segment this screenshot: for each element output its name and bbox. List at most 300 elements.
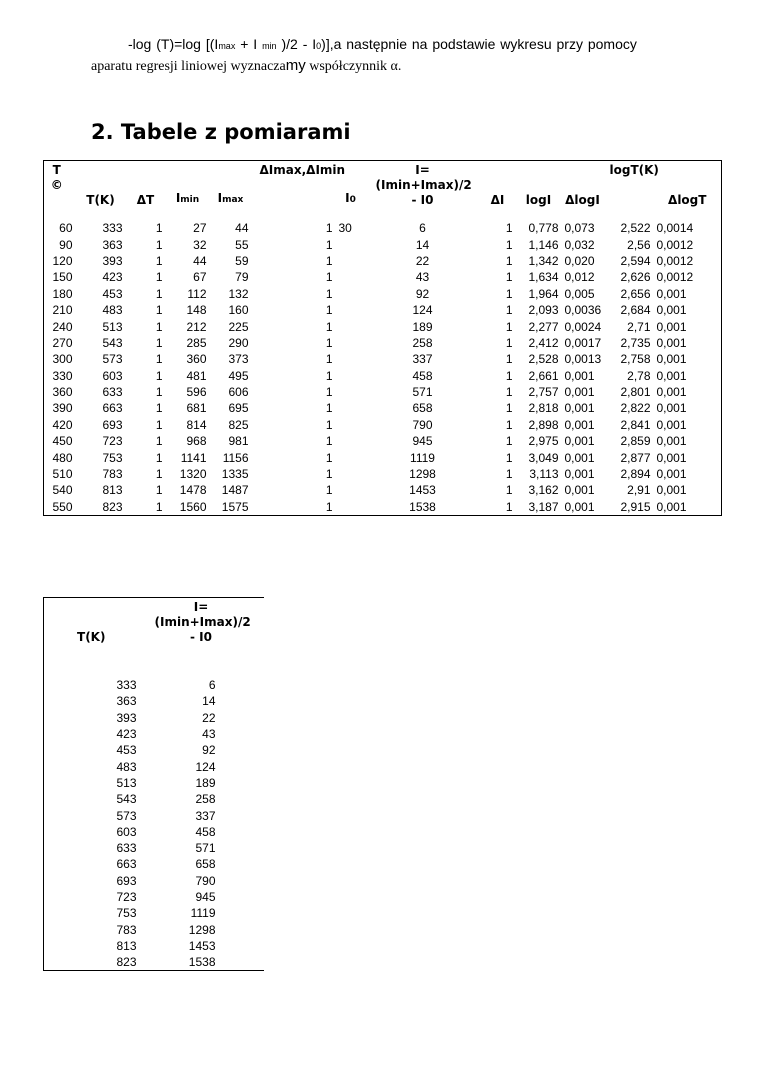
- cell-log-t: 2,656: [620, 286, 651, 301]
- cell-delta-i: 1: [505, 467, 513, 482]
- cell-i-value: 945: [412, 434, 433, 449]
- cell-imax: 1487: [221, 483, 249, 498]
- cell-log-i: 2,661: [528, 368, 559, 383]
- cell-i-value: 790: [412, 417, 433, 432]
- cell-i0: [336, 466, 366, 482]
- cell-t-kelvin: 513: [102, 319, 123, 334]
- table-row: [44, 905, 264, 921]
- table-row: [44, 889, 264, 905]
- cell-i0: [336, 433, 366, 449]
- cell-delta-imax-imin: 1: [325, 417, 333, 432]
- cell-delta-log-t: 0,001: [656, 352, 687, 367]
- cell-t-kelvin: 483: [116, 759, 137, 774]
- cell-delta-t: 1: [155, 237, 163, 252]
- cell-i-value: 571: [195, 841, 216, 856]
- header-t-kelvin: T(K): [86, 193, 115, 207]
- cell-i0: [336, 286, 366, 302]
- header-imin: Imin: [175, 191, 200, 205]
- cell-i-value: 1453: [188, 938, 216, 953]
- cell-delta-t: 1: [155, 385, 163, 400]
- cell-i-value: 124: [195, 759, 216, 774]
- cell-t-celsius: 540: [52, 483, 73, 498]
- cell-i-value: 571: [412, 385, 433, 400]
- table-row: [44, 873, 264, 889]
- cell-log-t: 2,626: [620, 270, 651, 285]
- cell-i-value: 658: [195, 857, 216, 872]
- cell-delta-t: 1: [155, 499, 163, 514]
- cell-imax: 825: [228, 417, 249, 432]
- table-row: [44, 791, 264, 807]
- table-row: [44, 726, 264, 742]
- cell-imin: 681: [186, 401, 207, 416]
- table-row: [44, 236, 722, 252]
- cell-log-t: 2,71: [627, 319, 651, 334]
- cell-t-kelvin: 423: [116, 727, 137, 742]
- header-delta-t: ΔT: [136, 193, 155, 207]
- cell-delta-t: 1: [155, 483, 163, 498]
- cell-log-i: 0,778: [528, 221, 559, 236]
- cell-delta-t: 1: [155, 270, 163, 285]
- cell-i0: [336, 417, 366, 433]
- table-row: [44, 824, 264, 840]
- cell-delta-log-i: 0,001: [564, 483, 595, 498]
- cell-delta-i: 1: [505, 352, 513, 367]
- cell-imin: 212: [186, 319, 207, 334]
- table-row: [44, 351, 722, 367]
- cell-i0: [336, 302, 366, 318]
- cell-delta-log-t: 0,001: [656, 499, 687, 514]
- cell-log-t: 2,91: [627, 483, 651, 498]
- cell-t-kelvin: 633: [102, 385, 123, 400]
- header-delta-log-t: ΔlogT: [668, 193, 707, 207]
- cell-delta-t: 1: [155, 221, 163, 236]
- cell-delta-log-i: 0,001: [564, 467, 595, 482]
- cell-imax: 79: [235, 270, 249, 285]
- table-row: [44, 400, 722, 416]
- cell-delta-log-i: 0,001: [564, 401, 595, 416]
- table-row: [44, 742, 264, 758]
- cell-log-i: 2,818: [528, 401, 559, 416]
- header-log-i: logI: [525, 193, 552, 207]
- table-row: [44, 368, 722, 384]
- cell-imin: 32: [193, 237, 207, 252]
- cell-log-t: 2,56: [627, 237, 651, 252]
- cell-imax: 132: [228, 286, 249, 301]
- cell-t-kelvin: 453: [102, 286, 123, 301]
- table-row: [44, 954, 264, 971]
- table-header-row: [44, 161, 722, 209]
- cell-log-t: 2,684: [620, 303, 651, 318]
- cell-t-kelvin: 393: [116, 710, 137, 725]
- cell-t-celsius: 300: [52, 352, 73, 367]
- cell-delta-t: 1: [155, 253, 163, 268]
- cell-t-kelvin: 633: [116, 841, 137, 856]
- cell-delta-log-i: 0,012: [564, 270, 595, 285]
- cell-log-i: 3,049: [528, 450, 559, 465]
- cell-log-t: 2,522: [620, 221, 651, 236]
- cell-delta-log-t: 0,001: [656, 401, 687, 416]
- cell-log-i: 1,964: [528, 286, 559, 301]
- cell-t-kelvin: 783: [102, 467, 123, 482]
- cell-i-value: 658: [412, 401, 433, 416]
- header-delta-i: ΔI: [490, 193, 505, 207]
- cell-log-i: 2,528: [528, 352, 559, 367]
- cell-t-kelvin: 543: [102, 335, 123, 350]
- cell-delta-t: 1: [155, 303, 163, 318]
- cell-log-t: 2,78: [627, 368, 651, 383]
- cell-delta-log-i: 0,001: [564, 417, 595, 432]
- cell-t-celsius: 420: [52, 417, 73, 432]
- cell-delta-log-i: 0,001: [564, 368, 595, 383]
- cell-delta-imax-imin: 1: [325, 401, 333, 416]
- cell-imax: 44: [235, 221, 249, 236]
- cell-log-i: 2,277: [528, 319, 559, 334]
- cell-t-celsius: 210: [52, 303, 73, 318]
- cell-t-kelvin: 693: [102, 417, 123, 432]
- cell-delta-i: 1: [505, 319, 513, 334]
- cell-imin: 112: [187, 286, 207, 301]
- cell-t-kelvin: 453: [116, 743, 137, 758]
- cell-delta-log-t: 0,001: [656, 335, 687, 350]
- cell-i0: [336, 482, 366, 498]
- cell-imin: 596: [186, 385, 207, 400]
- cell-delta-t: 1: [155, 319, 163, 334]
- cell-delta-log-i: 0,032: [564, 237, 595, 252]
- cell-imin: 44: [193, 253, 207, 268]
- cell-delta-log-t: 0,001: [656, 385, 687, 400]
- cell-delta-i: 1: [505, 450, 513, 465]
- section-heading: 2. Tabele z pomiarami: [91, 120, 351, 144]
- cell-delta-imax-imin: 1: [325, 385, 333, 400]
- cell-imin: 1560: [179, 499, 207, 514]
- cell-imax: 695: [228, 401, 249, 416]
- cell-delta-i: 1: [505, 368, 513, 383]
- cell-imax: 1335: [221, 467, 249, 482]
- cell-i0: [336, 335, 366, 351]
- cell-t-kelvin: 783: [116, 922, 137, 937]
- cell-delta-t: 1: [155, 467, 163, 482]
- cell-imin: 1320: [179, 467, 207, 482]
- cell-t-kelvin: 723: [102, 434, 123, 449]
- cell-delta-i: 1: [505, 499, 513, 514]
- cell-i-value: 1538: [188, 955, 216, 970]
- cell-imax: 1156: [222, 450, 249, 465]
- table-row: [44, 449, 722, 465]
- cell-delta-t: 1: [155, 434, 163, 449]
- cell-t-kelvin: 723: [116, 890, 137, 904]
- cell-log-t: 2,822: [620, 401, 651, 416]
- cell-delta-i: 1: [505, 385, 513, 400]
- cell-t-kelvin: 663: [116, 857, 137, 872]
- cell-delta-t: 1: [155, 450, 163, 465]
- cell-i0: [336, 499, 366, 516]
- cell-delta-imax-imin: 1: [325, 286, 333, 301]
- cell-log-t: 2,859: [620, 434, 651, 449]
- cell-i0: [336, 384, 366, 400]
- cell-delta-log-t: 0,001: [656, 303, 687, 318]
- cell-delta-log-i: 0,0013: [564, 352, 602, 367]
- cell-delta-imax-imin: 1: [325, 303, 333, 318]
- intro-formula-line: -log (T)=log [(Imax + I min )/2 - I0)],a następnie na podstawie wykresu przy pomocy: [128, 36, 637, 52]
- cell-i0: [336, 253, 366, 269]
- cell-t-celsius: 510: [52, 467, 73, 482]
- cell-t-celsius: 450: [52, 434, 73, 449]
- header-i0: I0: [345, 191, 356, 205]
- cell-delta-t: 1: [155, 401, 163, 416]
- table-row: [44, 318, 722, 334]
- cell-log-i: 3,162: [528, 483, 559, 498]
- cell-delta-log-i: 0,0024: [564, 319, 602, 334]
- cell-delta-log-t: 0,001: [656, 467, 687, 482]
- cell-t-kelvin: 573: [102, 352, 123, 367]
- cell-imin: 285: [186, 335, 207, 350]
- table-row: [44, 417, 722, 433]
- cell-t-kelvin: 823: [102, 499, 123, 514]
- cell-i-value: 92: [415, 286, 430, 301]
- cell-t-kelvin: 813: [116, 938, 137, 953]
- table-row: [44, 807, 264, 823]
- cell-delta-t: 1: [155, 335, 163, 350]
- cell-log-i: 2,975: [528, 434, 559, 449]
- cell-i-value: 22: [202, 710, 216, 725]
- cell-t-kelvin: 333: [102, 221, 123, 236]
- cell-log-i: 2,412: [528, 335, 559, 350]
- table-row: [44, 677, 264, 693]
- cell-t-kelvin: 483: [102, 303, 123, 318]
- cell-delta-log-t: 0,0012: [656, 270, 694, 285]
- cell-delta-i: 1: [505, 237, 513, 252]
- cell-i0: 30: [338, 221, 352, 236]
- cell-t-celsius: 390: [52, 401, 73, 416]
- cell-delta-log-t: 0,0012: [656, 237, 694, 252]
- intro-text-line: aparatu regresji liniowej wyznaczamy współczynnik α.: [91, 57, 402, 74]
- cell-i-value: 6: [419, 221, 426, 236]
- cell-imax: 225: [228, 319, 249, 334]
- cell-i0: [336, 368, 366, 384]
- cell-t-celsius: 330: [52, 368, 73, 383]
- table-row: [44, 775, 264, 791]
- cell-imax: 606: [228, 385, 249, 400]
- cell-log-t: 2,877: [620, 450, 651, 465]
- cell-log-t: 2,841: [620, 417, 651, 432]
- header-log-t: logT(K): [609, 163, 659, 177]
- cell-delta-i: 1: [505, 335, 513, 350]
- cell-t-kelvin: 603: [102, 368, 123, 383]
- cell-i-value: 458: [412, 368, 433, 383]
- cell-delta-imax-imin: 1: [325, 483, 333, 498]
- cell-delta-log-t: 0,001: [656, 319, 687, 334]
- cell-imin: 27: [193, 221, 207, 236]
- cell-i-value: 1538: [409, 499, 436, 514]
- cell-t-kelvin: 823: [116, 955, 137, 970]
- cell-delta-log-i: 0,0017: [564, 335, 602, 350]
- cell-delta-imax-imin: 1: [325, 434, 333, 449]
- header-delta-log-i: ΔlogI: [565, 193, 600, 207]
- cell-imax: 290: [228, 335, 249, 350]
- cell-delta-log-i: 0,001: [564, 450, 595, 465]
- cell-log-i: 1,146: [528, 237, 559, 252]
- table-row: [44, 335, 722, 351]
- cell-t-celsius: 180: [52, 286, 73, 301]
- cell-log-t: 2,915: [620, 499, 651, 514]
- cell-delta-t: 1: [155, 368, 163, 383]
- cell-delta-t: 1: [155, 352, 163, 367]
- table-row: [44, 499, 722, 516]
- cell-i-value: 790: [195, 873, 216, 888]
- cell-log-t: 2,801: [620, 385, 651, 400]
- cell-i-value: 1453: [409, 483, 436, 498]
- table-row: [44, 220, 722, 236]
- table-row: [44, 938, 264, 954]
- cell-delta-log-t: 0,001: [656, 286, 687, 301]
- cell-t-kelvin: 513: [116, 775, 137, 790]
- cell-i-value: 258: [412, 335, 433, 350]
- cell-imin: 968: [186, 434, 207, 449]
- cell-delta-imax-imin: 1: [325, 450, 333, 465]
- cell-log-i: 1,634: [528, 270, 559, 285]
- cell-t-celsius: 90: [59, 237, 73, 252]
- cell-imax: 981: [228, 434, 249, 449]
- cell-delta-t: 1: [155, 286, 163, 301]
- cell-delta-log-t: 0,001: [656, 417, 687, 432]
- header-t-kelvin: T(K): [77, 630, 106, 644]
- cell-delta-imax-imin: 1: [325, 352, 333, 367]
- cell-imin: 360: [186, 352, 207, 367]
- cell-t-kelvin: 753: [116, 906, 137, 921]
- cell-delta-imax-imin: 1: [325, 221, 333, 236]
- cell-log-i: 3,187: [528, 499, 559, 514]
- cell-i-value: 22: [415, 253, 430, 268]
- cell-log-i: 2,757: [528, 385, 559, 400]
- header-imax: Imax: [217, 191, 244, 205]
- cell-delta-log-t: 0,001: [656, 450, 687, 465]
- cell-i0: [336, 449, 366, 465]
- cell-imax: 55: [235, 237, 249, 252]
- cell-delta-imax-imin: 1: [325, 467, 333, 482]
- header-delta-imax-imin: ΔImax,ΔImin: [259, 163, 346, 177]
- table-row: [44, 758, 264, 774]
- cell-imax: 59: [235, 253, 249, 268]
- cell-i-value: 258: [195, 792, 216, 807]
- cell-t-celsius: 150: [52, 270, 73, 285]
- cell-t-kelvin: 363: [116, 694, 137, 709]
- cell-t-kelvin: 603: [116, 824, 137, 839]
- cell-imin: 1141: [180, 450, 207, 465]
- cell-delta-i: 1: [505, 483, 513, 498]
- table-row: [44, 482, 722, 498]
- cell-delta-i: 1: [505, 286, 513, 301]
- cell-i-value: 6: [208, 678, 216, 693]
- cell-log-t: 2,758: [620, 352, 651, 367]
- cell-i0: [336, 236, 366, 252]
- cell-delta-i: 1: [505, 401, 513, 416]
- cell-i-value: 189: [195, 775, 216, 790]
- cell-i0: [336, 318, 366, 334]
- cell-imax: 160: [228, 303, 249, 318]
- cell-i-value: 337: [195, 808, 216, 823]
- cell-i-value: 1298: [188, 922, 216, 937]
- cell-delta-i: 1: [505, 434, 513, 449]
- cell-delta-imax-imin: 1: [325, 499, 333, 514]
- cell-t-celsius: 360: [52, 385, 73, 400]
- cell-delta-log-i: 0,001: [564, 385, 595, 400]
- cell-delta-t: 1: [155, 417, 163, 432]
- header-i-formula: I=(Imin+Imax)/2 - I0: [154, 600, 251, 644]
- cell-imax: 1575: [221, 499, 249, 514]
- cell-i-value: 43: [202, 727, 216, 742]
- cell-delta-log-t: 0,001: [656, 368, 687, 383]
- table-row: [44, 253, 722, 269]
- cell-t-kelvin: 363: [102, 237, 123, 252]
- cell-log-t: 2,594: [620, 253, 651, 268]
- cell-delta-i: 1: [505, 221, 513, 236]
- cell-delta-log-i: 0,073: [564, 221, 595, 236]
- cell-t-celsius: 240: [52, 319, 73, 334]
- cell-imin: 1478: [179, 483, 207, 498]
- cell-t-kelvin: 543: [116, 792, 137, 807]
- table-header-row: [44, 598, 264, 646]
- cell-log-i: 2,093: [528, 303, 559, 318]
- cell-i-value: 189: [412, 319, 433, 334]
- cell-t-kelvin: 693: [116, 873, 137, 888]
- cell-i-value: 458: [195, 824, 216, 839]
- cell-i-value: 1119: [410, 450, 435, 465]
- i-vs-temperature-table: [43, 597, 264, 971]
- cell-imin: 67: [193, 270, 207, 285]
- cell-delta-log-i: 0,0036: [564, 303, 602, 318]
- cell-i-value: 14: [415, 237, 430, 252]
- cell-i-value: 337: [412, 352, 433, 367]
- cell-imin: 148: [186, 303, 207, 318]
- cell-delta-imax-imin: 1: [325, 237, 333, 252]
- cell-log-i: 2,898: [528, 417, 559, 432]
- cell-delta-log-t: 0,001: [656, 483, 687, 498]
- cell-imin: 814: [186, 417, 207, 432]
- cell-delta-i: 1: [505, 270, 513, 285]
- cell-t-kelvin: 333: [116, 678, 137, 693]
- cell-delta-i: 1: [505, 303, 513, 318]
- cell-t-kelvin: 423: [102, 270, 123, 285]
- cell-i0: [336, 269, 366, 285]
- cell-i0: [336, 351, 366, 367]
- cell-imin: 481: [186, 368, 207, 383]
- table-row: [44, 693, 264, 709]
- cell-t-celsius: 60: [59, 221, 73, 236]
- cell-delta-log-i: 0,005: [564, 286, 595, 301]
- cell-log-i: 1,342: [528, 253, 559, 268]
- cell-delta-imax-imin: 1: [325, 253, 333, 268]
- cell-imax: 495: [228, 368, 249, 383]
- cell-delta-i: 1: [505, 417, 513, 432]
- header-t-celsius: T ©: [50, 163, 63, 192]
- cell-log-t: 2,894: [620, 467, 651, 482]
- cell-t-celsius: 270: [52, 335, 73, 350]
- table-row: [44, 921, 264, 937]
- cell-delta-log-t: 0,0012: [656, 253, 694, 268]
- cell-i-value: 92: [202, 743, 216, 758]
- cell-delta-imax-imin: 1: [325, 270, 333, 285]
- cell-log-i: 3,113: [529, 467, 559, 482]
- table-row: [44, 269, 722, 285]
- cell-delta-log-t: 0,0014: [656, 221, 694, 236]
- cell-delta-imax-imin: 1: [325, 335, 333, 350]
- cell-i-value: 124: [412, 303, 433, 318]
- cell-t-celsius: 550: [52, 499, 73, 514]
- cell-delta-log-t: 0,001: [656, 434, 687, 449]
- cell-i-value: 43: [415, 270, 430, 285]
- cell-delta-imax-imin: 1: [325, 368, 333, 383]
- cell-i-value: 1298: [409, 467, 436, 482]
